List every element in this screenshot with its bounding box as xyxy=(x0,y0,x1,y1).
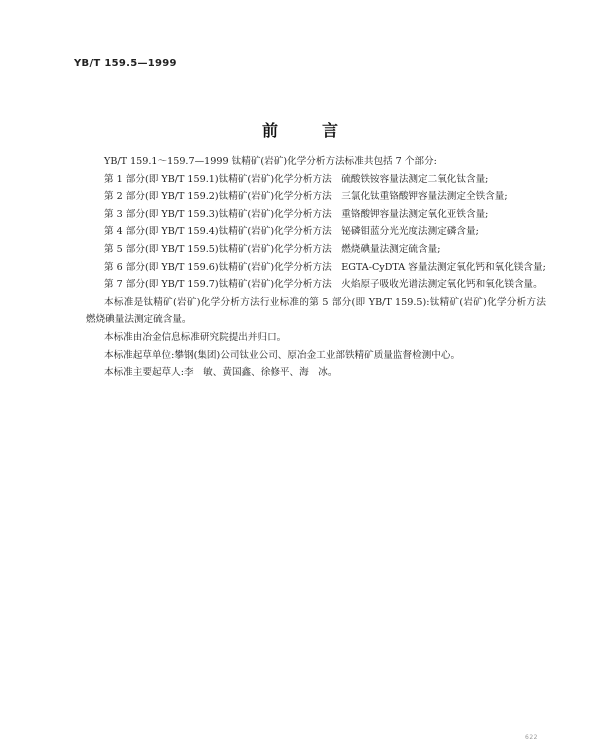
paragraph-part-3: 第 3 部分(即 YB/T 159.3)钛精矿(岩矿)化学分析方法 重铬酸钾容量法测定氧化亚铁含量; xyxy=(104,208,489,220)
page-number: 622 xyxy=(525,734,538,741)
paragraph-drafters: 本标准主要起草人:李 敏、黄国鑫、徐修平、海 冰。 xyxy=(104,367,338,379)
paragraph-intro: YB/T 159.1～159.7—1999 钛精矿(岩矿)化学分析方法标准共包括 7 个部分: xyxy=(104,156,437,167)
paragraph-drafting-unit: 本标准起草单位:攀钢(集团)公司钛业公司、原冶金工业部铁精矿质量监督检测中心。 xyxy=(104,349,461,361)
paragraph-part-4: 第 4 部分(即 YB/T 159.4)钛精矿(岩矿)化学分析方法 铋磷钼蓝分光光度法测定磷含量; xyxy=(104,226,479,238)
standard-code: YB/T 159.5—1999 xyxy=(74,58,177,69)
page-title: 前言 xyxy=(261,121,382,140)
paragraph-part-2: 第 2 部分(即 YB/T 159.2)钛精矿(岩矿)化学分析方法 三氯化钛重铬酸钾容量法测定全铁含量; xyxy=(104,191,508,203)
paragraph-part-1: 第 1 部分(即 YB/T 159.1)钛精矿(岩矿)化学分析方法 硫酸铁铵容量法测定二氧化钛含量; xyxy=(104,173,489,185)
paragraph-part-6: 第 6 部分(即 YB/T 159.6)钛精矿(岩矿)化学分析方法 EGTA-CyDTA 容量法测定氧化钙和氧化镁含量; xyxy=(104,261,546,273)
paragraph-scope: 本标准是钛精矿(岩矿)化学分析方法行业标准的第 5 部分(即 YB/T 159.5):钛精矿(岩矿)化学分析方法 燃烧碘量法测定硫含量。 xyxy=(86,296,556,326)
paragraph-proposer: 本标准由冶金信息标准研究院提出并归口。 xyxy=(104,331,287,343)
foreword-body xyxy=(86,153,556,382)
paragraph-part-5: 第 5 部分(即 YB/T 159.5)钛精矿(岩矿)化学分析方法 燃烧碘量法测定硫含量; xyxy=(104,243,441,255)
paragraph-part-7: 第 7 部分(即 YB/T 159.7)钛精矿(岩矿)化学分析方法 火焰原子吸收光谱法测定氧化钙和氧化镁含量。 xyxy=(104,279,543,291)
